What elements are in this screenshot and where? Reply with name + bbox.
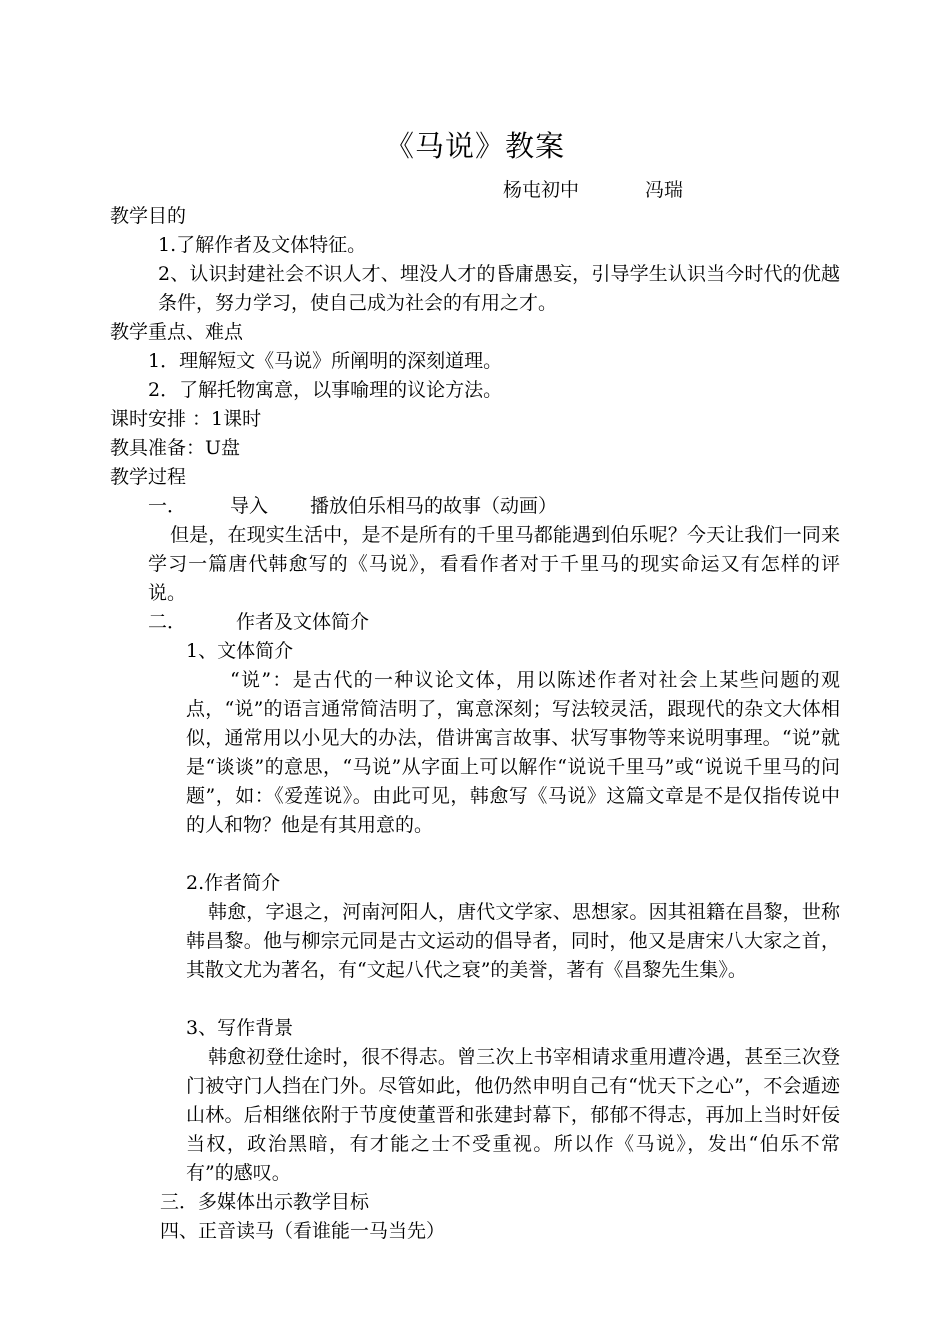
step-1-number: 一． xyxy=(148,495,187,517)
genre-paragraph: “说”：是古代的一种议论文体，用以陈述作者对社会上某些问题的观点，“说”的语言通常简洁明了，寓意深刻；写法较灵活，跟现代的杂文大体相似，通常用以小见大的办法，借讲寓言故事、状写事物等来说明事理。“说”就是“谈谈”的意思，“马说”从字面上可以解作“说说千里马”或“说说千里马的问题”，如：《爱莲说》。由此可见，韩愈写《马说》这篇文章是不是仅指传说中的人和物？他是有其用意的。 xyxy=(186,669,840,836)
objectives-heading: 教学目的 xyxy=(110,205,187,227)
step-2-number: 二． xyxy=(148,611,187,633)
step-1-text: 播放伯乐相马的故事（动画） xyxy=(310,495,558,517)
author-school: 杨屯初中 xyxy=(503,179,580,201)
document-title: 《马说》教案 xyxy=(384,129,565,163)
author-intro-paragraph: 韩愈，字退之，河南河阳人，唐代文学家、思想家。因其祖籍在昌黎，世称韩昌黎。他与柳宗元同是古文运动的倡导者，同时，他又是唐宋八大家之首，其散文尤为著名，有“文起八代之衰”的美誉，著有《昌黎先生集》。 xyxy=(186,901,840,981)
objective-item-1: 1.了解作者及文体特征。 xyxy=(158,234,367,256)
step-1 xyxy=(148,492,557,520)
step-3: 三．多媒体出示教学目标 xyxy=(160,1191,370,1213)
objective-item-2: 2、认识封建社会不识人才、埋没人才的昏庸愚妄，引导学生认识当今时代的优越条件，努力学习，使自己成为社会的有用之才。 xyxy=(158,263,840,314)
author-line xyxy=(503,176,683,204)
background-paragraph: 韩愈初登仕途时，很不得志。曾三次上书宰相请求重用遭冷遇，甚至三次登门被守门人挡在门外。尽管如此，他仍然申明自己有“忧天下之心”，不会遁迹山林。后相继依附于节度使董晋和张建封幕下，郁郁不得志，再加上当时奸佞当权，政治黑暗，有才能之士不受重视。所以作《马说》，发出“伯乐不常有”的感叹。 xyxy=(186,1046,840,1184)
intro-paragraph: 但是，在现实生活中，是不是所有的千里马都能遇到伯乐呢？今天让我们一同来学习一篇唐代韩愈写的《马说》，看看作者对于千里马的现实命运又有怎样的评说。 xyxy=(148,524,840,604)
author-name: 冯瑞 xyxy=(645,179,684,201)
genre-heading: 1、文体简介 xyxy=(186,640,294,662)
background-heading: 3、写作背景 xyxy=(186,1017,294,1039)
tools-line: 教具准备：U盘 xyxy=(110,437,241,459)
key-point-item-2: 2．了解托物寓意，以事喻理的议论方法。 xyxy=(148,379,503,401)
key-point-item-1: 1．理解短文《马说》所阐明的深刻道理。 xyxy=(148,350,503,372)
step-4: 四、正音读马（看谁能一马当先） xyxy=(160,1220,446,1242)
key-points-heading: 教学重点、难点 xyxy=(110,321,244,343)
process-heading: 教学过程 xyxy=(110,466,187,488)
step-2 xyxy=(148,608,369,636)
step-1-label: 导入 xyxy=(230,495,269,517)
author-intro-heading: 2.作者简介 xyxy=(186,872,281,894)
schedule-line: 课时安排 ：1课时 xyxy=(110,408,262,430)
step-2-label: 作者及文体简介 xyxy=(236,611,370,633)
